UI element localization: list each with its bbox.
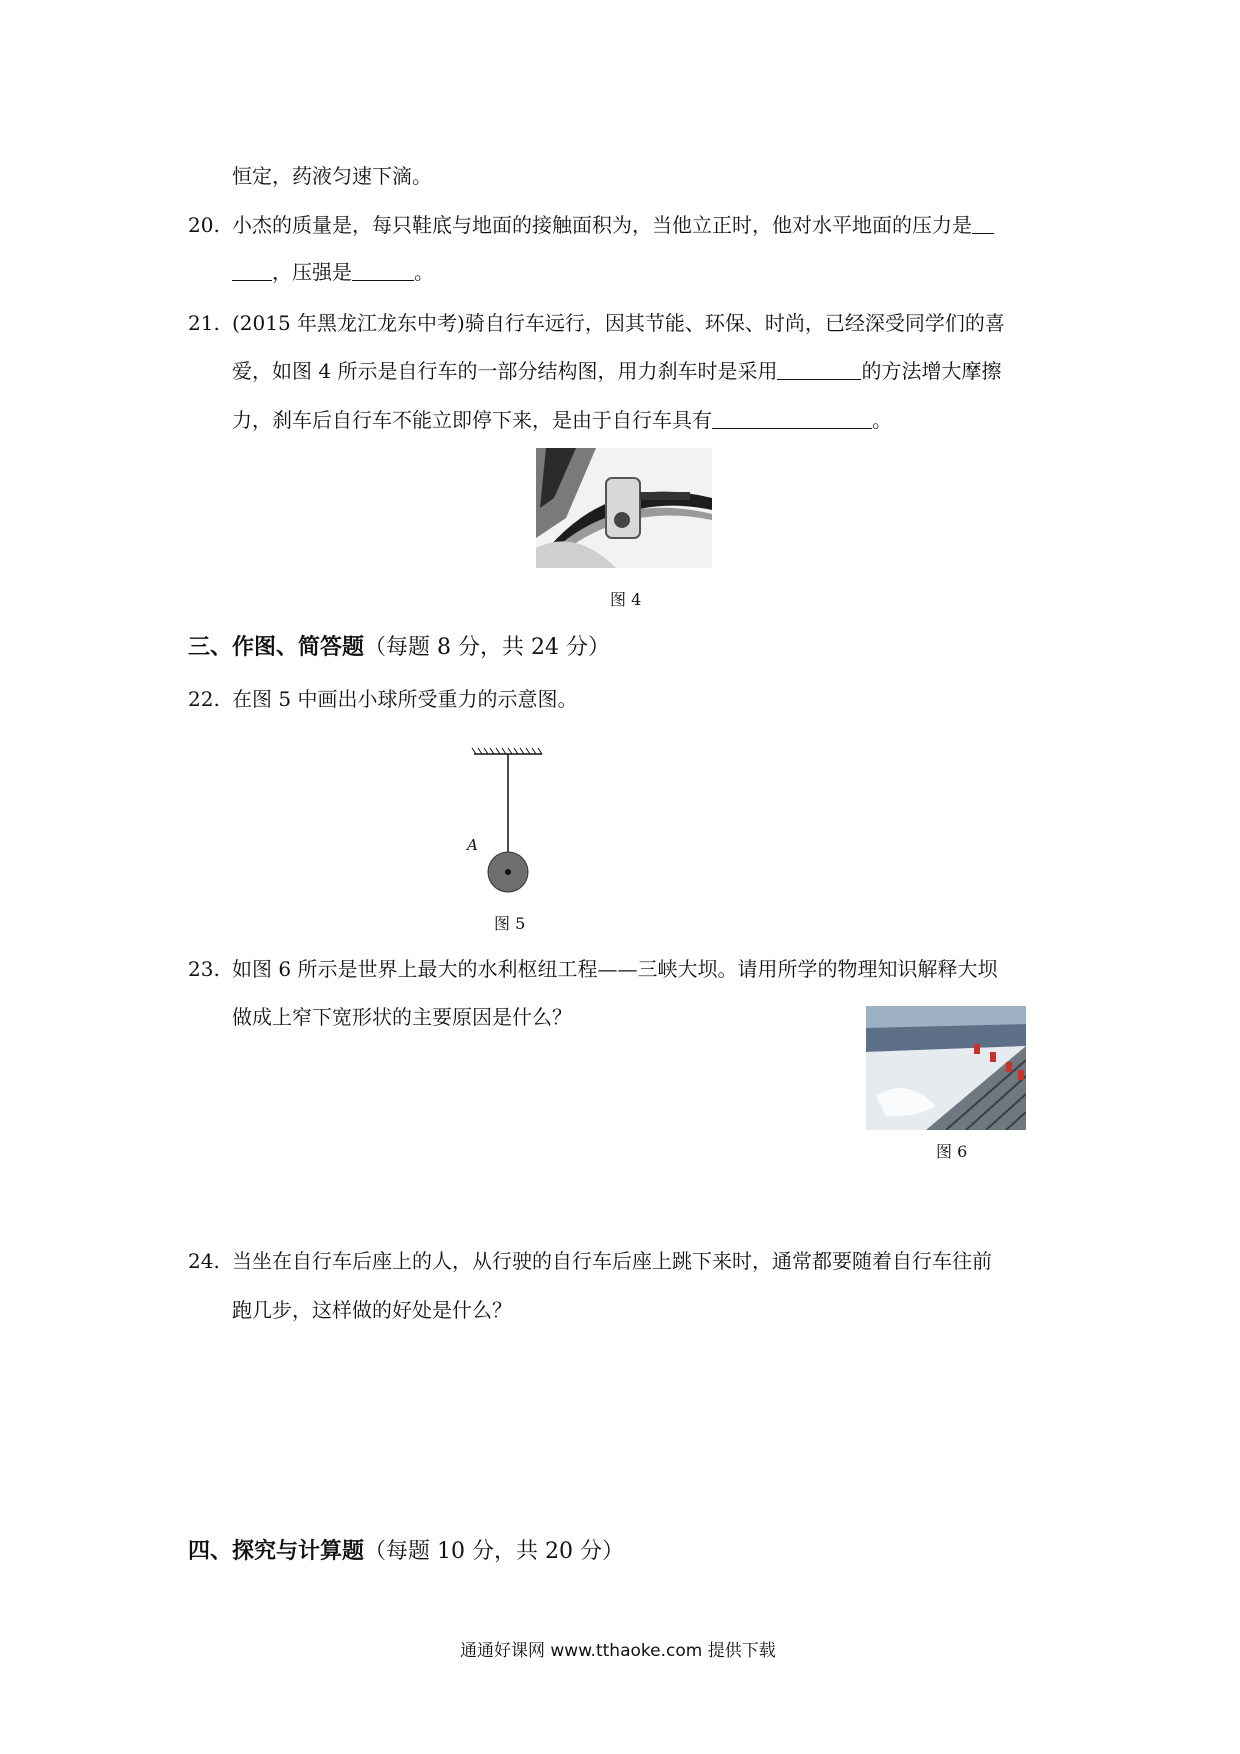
- q20-line1: [232, 212, 994, 238]
- q20-text-end: 。: [414, 260, 434, 284]
- q24-number: 24.: [188, 1249, 220, 1273]
- pendulum-diagram: [460, 746, 560, 896]
- q21-line3: [232, 407, 892, 433]
- fig4-caption: 图 4: [610, 590, 642, 609]
- three-gorges-dam-photo: [866, 1006, 1026, 1130]
- fig6-caption: 图 6: [936, 1142, 968, 1161]
- q20-number: 20.: [188, 213, 220, 237]
- q22-text: 在图 5 中画出小球所受重力的示意图。: [232, 687, 578, 711]
- q21-text-c: 力，刹车后自行车不能立即停下来，是由于自行车具有: [232, 408, 712, 432]
- q20-blank-pressure: [352, 260, 414, 281]
- q21-blank-inertia: [712, 408, 872, 429]
- bicycle-brake-photo: [536, 448, 712, 568]
- q20-text-pressure: ，压强是: [272, 260, 352, 284]
- point-a-label: A: [467, 836, 478, 854]
- q21-text-b: 的方法增大摩擦: [861, 359, 1002, 383]
- q20-line2: [232, 259, 434, 285]
- q20-text: 小杰的质量是，每只鞋底与地面的接触面积为，当他立正时，他对水平地面的压力是: [232, 213, 972, 237]
- q21-text-a: 爱，如图 4 所示是自行车的一部分结构图，用力刹车时是采用: [232, 359, 778, 383]
- q24-line1: 当坐在自行车后座上的人，从行驶的自行车后座上跳下来时，通常都要随着自行车往前: [232, 1249, 992, 1273]
- section4-heading: [188, 1536, 624, 1567]
- fig5-caption: 图 5: [494, 914, 526, 933]
- section3-title: 三、作图、简答题: [188, 634, 365, 660]
- q19-continuation: 恒定，药液匀速下滴。: [232, 164, 432, 188]
- q21-text-d: 。: [872, 408, 892, 432]
- footer-source: 通通好课网 www.tthaoke.com 提供下载: [460, 1641, 776, 1661]
- q21-line1: (2015 年黑龙江龙东中考)骑自行车远行，因其节能、环保、时尚，已经深受同学们的喜: [232, 311, 1005, 335]
- q23-line2: 做成上窄下宽形状的主要原因是什么？: [232, 1005, 572, 1029]
- section4-title: 四、探究与计算题: [188, 1538, 365, 1564]
- q20-blank-force-start: [972, 213, 994, 234]
- q24-line2: 跑几步，这样做的好处是什么？: [232, 1298, 512, 1322]
- q20-blank-force: [232, 260, 272, 281]
- q23-line1: 如图 6 所示是世界上最大的水利枢纽工程——三峡大坝。请用所学的物理知识解释大坝: [232, 957, 998, 981]
- q21-line2: [232, 358, 1001, 384]
- q21-number: 21.: [188, 311, 220, 335]
- section4-note: （每题 10 分，共 20 分）: [364, 1539, 624, 1564]
- q21-blank-method: [777, 359, 861, 380]
- section3-note: （每题 8 分，共 24 分）: [364, 635, 610, 660]
- q22-number: 22.: [188, 687, 220, 711]
- q23-number: 23.: [188, 957, 220, 981]
- section3-heading: [188, 632, 610, 663]
